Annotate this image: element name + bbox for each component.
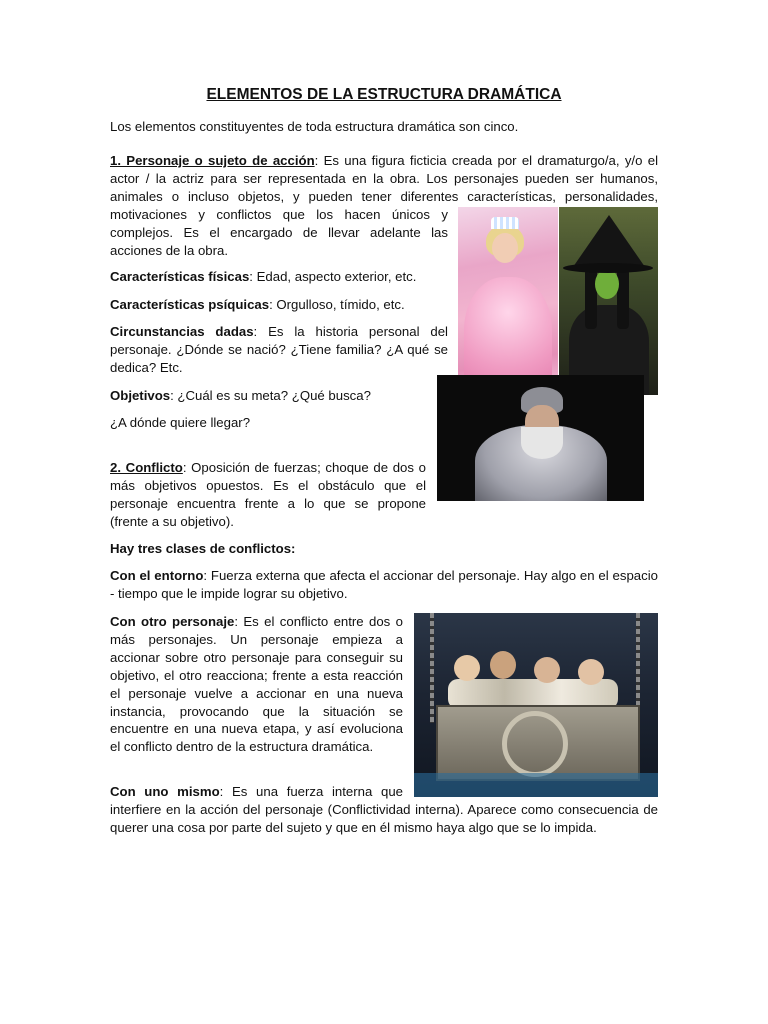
otro-personaje-label: Con otro personaje bbox=[110, 614, 235, 629]
actor-head-3 bbox=[534, 657, 560, 683]
circunstancias-paragraph bbox=[110, 323, 448, 377]
section-1-header-block bbox=[110, 152, 658, 206]
entorno-paragraph bbox=[110, 567, 658, 603]
hat-brim-shape bbox=[563, 263, 653, 273]
stage-scene-photo bbox=[414, 613, 658, 797]
entorno-label: Con el entorno bbox=[110, 568, 204, 583]
otro-personaje-text: : Es el conflicto entre dos o más personajes. Un personaje empieza a accionar sobre otro personaje para conseguir su objetivo, el otro reacciona; frente a esta reacción el personaje vuelve a accionar en una nueva instancia, provocando que la situación se encuentre en una nueva etapa, y así evoluciona el conflicto dentro de la estructura dramática. bbox=[110, 614, 403, 755]
psiquicas-paragraph bbox=[110, 296, 450, 314]
green-witch-photo bbox=[559, 207, 658, 395]
uno-mismo-label: Con uno mismo bbox=[110, 784, 220, 799]
crown-icon bbox=[491, 217, 519, 229]
beard-shape bbox=[521, 427, 563, 459]
face-shape bbox=[595, 269, 619, 299]
intro-paragraph: Los elementos constituyentes de toda estructura dramática son cinco. bbox=[110, 119, 519, 134]
section-1-line-1 bbox=[110, 152, 658, 170]
actor-head-1 bbox=[454, 655, 480, 681]
entorno-text: : Fuerza externa que afecta el accionar del personaje. Hay algo en el espacio - tiempo que le impide lograr su objetivo. bbox=[110, 568, 658, 601]
uno-mismo-text-2: interfiere en la acción del personaje (Conflictividad interna). Aparece como consecuencia de querer una cosa por parte del sujeto y que en él mismo haya algo que se lo impida. bbox=[110, 801, 658, 835]
objetivos-label: Objetivos bbox=[110, 388, 171, 403]
psiquicas-label: Características psíquicas bbox=[110, 297, 270, 312]
uno-mismo-line-1 bbox=[110, 783, 403, 801]
uno-mismo-text-1: : Es una fuerza interna que bbox=[219, 784, 403, 799]
objetivos-line-2: ¿A dónde quiere llegar? bbox=[110, 415, 251, 430]
conflicto-paragraph bbox=[110, 459, 426, 531]
section-1-heading: 1. Personaje o sujeto de acción bbox=[110, 153, 315, 168]
stage-floor-shape bbox=[414, 773, 658, 797]
face-shape bbox=[492, 233, 518, 263]
witch-hat-icon bbox=[573, 215, 645, 267]
chain-left-shape bbox=[430, 613, 434, 723]
wizard-photo bbox=[437, 375, 644, 501]
circunstancias-label: Circunstancias dadas bbox=[110, 324, 254, 339]
fisicas-paragraph bbox=[110, 268, 450, 286]
circunstancias-text: : Es la historia personal del personaje. ¿Dónde se nació? ¿Tiene familia? ¿A qué se dedica? Etc. bbox=[110, 324, 448, 375]
section-1-line-2: actor / la actriz para ser representada en la obra. Los personajes pueden ser humanos, bbox=[110, 170, 658, 186]
section-1-continuation: motivaciones y conflictos que los hacen únicos y complejos. Es el encargado de llevar adelante las acciones de la obra. bbox=[110, 207, 448, 258]
section-1-line-3: animales o incluso objetos, y pueden tener diferentes características, personalidades, bbox=[110, 188, 658, 204]
objetivos-text: : ¿Cuál es su meta? ¿Qué busca? bbox=[170, 388, 371, 403]
fisicas-text: : Edad, aspecto exterior, etc. bbox=[249, 269, 417, 284]
page-title: ELEMENTOS DE LA ESTRUCTURA DRAMÁTICA bbox=[206, 86, 562, 103]
section-2-text: : Oposición de fuerzas; choque de dos o más objetivos opuestos. Es el obstáculo que el personaje encuentra frente a lo que se propone (frente a su objetivo). bbox=[110, 460, 426, 529]
actor-head-2 bbox=[490, 651, 516, 679]
objetivos-paragraph bbox=[110, 387, 430, 405]
section-2-heading: 2. Conflicto bbox=[110, 460, 183, 475]
good-witch-photo bbox=[458, 207, 558, 395]
psiquicas-text: : Orgulloso, tímido, etc. bbox=[269, 297, 405, 312]
wheel-icon bbox=[502, 711, 568, 777]
otro-personaje-paragraph bbox=[110, 613, 403, 756]
actor-head-4 bbox=[578, 659, 604, 685]
section-1-line-1-text: : Es una figura ficticia creada por el dramaturgo/a, y/o el bbox=[314, 153, 658, 168]
hair-right-shape bbox=[617, 269, 629, 329]
tres-clases-heading: Hay tres clases de conflictos: bbox=[110, 541, 296, 556]
fisicas-label: Características físicas bbox=[110, 269, 250, 284]
